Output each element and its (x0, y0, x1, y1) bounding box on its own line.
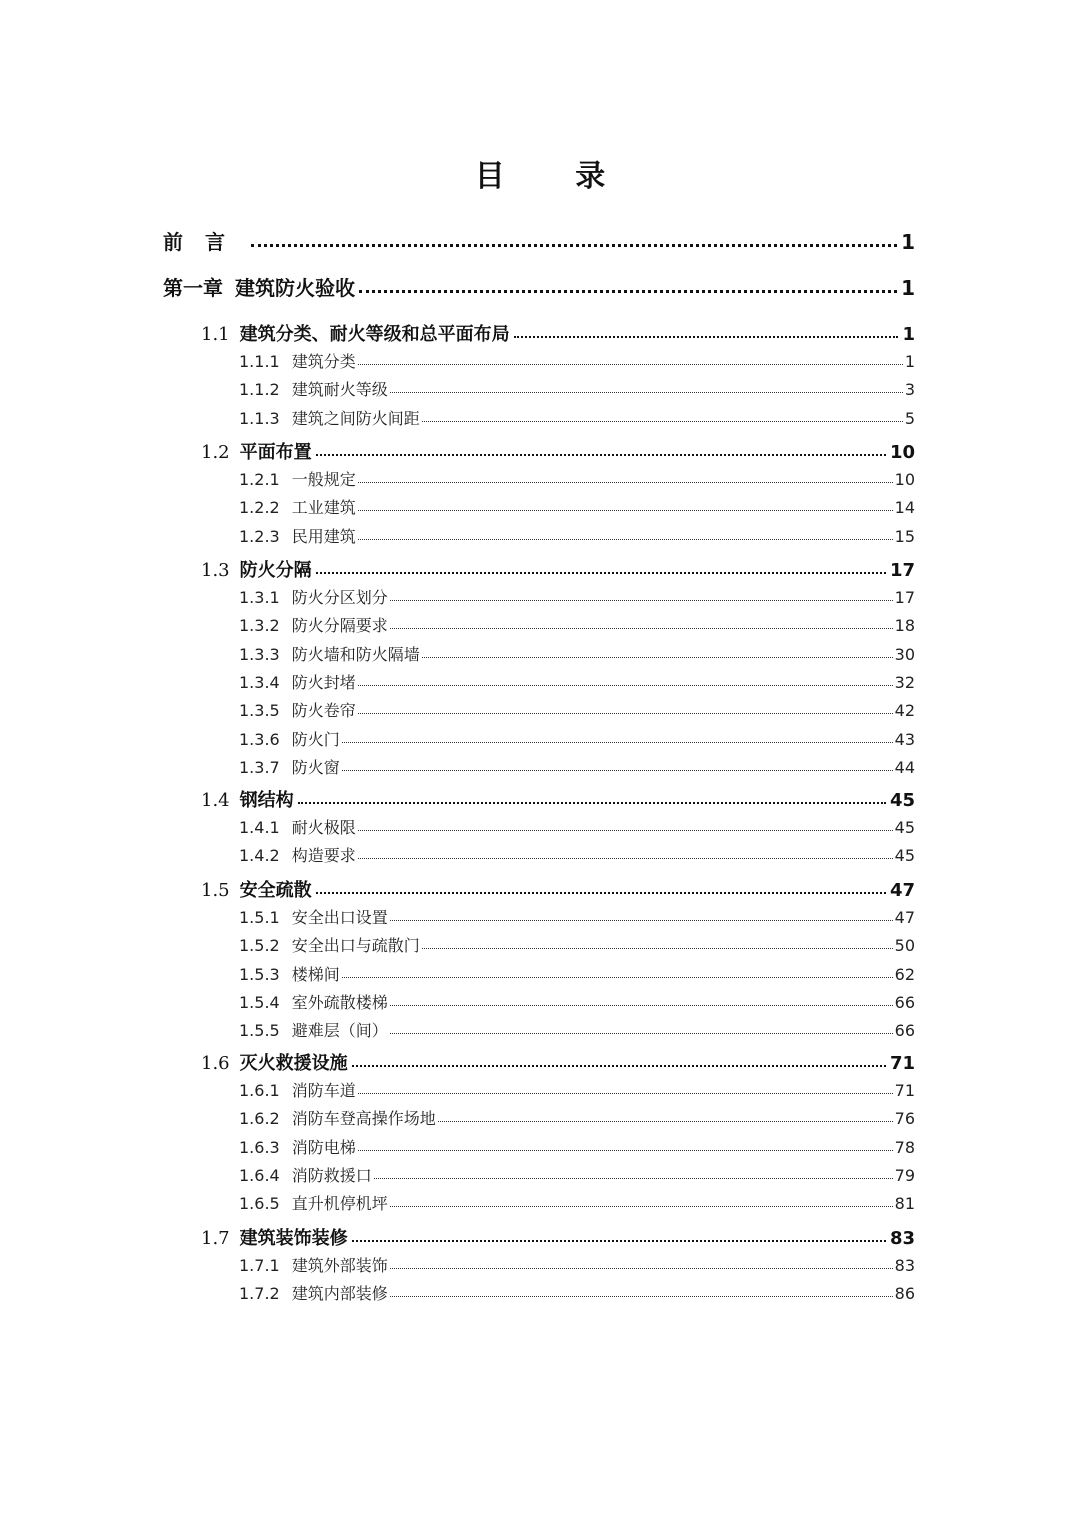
toc-page-number: 17 (894, 588, 915, 607)
toc-entry-section[interactable] (201, 556, 915, 582)
toc-entry-label: 建筑耐火等级 (291, 380, 388, 399)
toc-page-number: 1 (904, 352, 915, 371)
toc-entry-section[interactable] (201, 876, 915, 902)
toc-entry-subsection[interactable] (239, 377, 915, 400)
dot-leader (422, 408, 903, 424)
toc-entry-label: 安全出口与疏散门 (291, 936, 420, 955)
subsection-number: 1.5.2 (239, 936, 280, 955)
toc-entry-subsection[interactable] (239, 349, 915, 372)
toc-page-number: 45 (889, 790, 915, 811)
toc-page-number: 62 (894, 965, 915, 984)
subsection-number: 1.7.2 (239, 1284, 280, 1303)
toc-page-number: 17 (889, 560, 915, 581)
dot-leader (358, 700, 893, 716)
toc-page-number: 79 (894, 1166, 915, 1185)
toc-entry-label: 直升机停机坪 (291, 1194, 388, 1213)
dot-leader (358, 845, 893, 861)
dot-leader (342, 757, 893, 773)
section-number: 1.5 (201, 880, 230, 901)
toc-entry-subsection[interactable] (239, 990, 915, 1013)
toc-entry-label: 民用建筑 (291, 527, 356, 546)
dot-leader (390, 379, 903, 395)
toc-page-number: 1 (902, 324, 915, 345)
toc-entry-subsection[interactable] (239, 843, 915, 866)
toc-entry-label: 建筑分类 (291, 352, 356, 371)
dot-leader (390, 1193, 893, 1209)
toc-page-number: 81 (894, 1194, 915, 1213)
toc-entry-section[interactable] (201, 1224, 915, 1250)
subsection-number: 1.6.5 (239, 1194, 280, 1213)
dot-leader (390, 615, 893, 631)
toc-page-number: 47 (894, 908, 915, 927)
dot-leader (374, 1165, 893, 1181)
toc-page-number: 50 (894, 936, 915, 955)
toc-entry-subsection[interactable] (239, 1135, 915, 1158)
toc-entry-subsection[interactable] (239, 1281, 915, 1304)
subsection-number: 1.1.1 (239, 352, 280, 371)
toc-entry-label: 消防救援口 (291, 1166, 372, 1185)
toc-page-number: 1 (901, 276, 915, 300)
toc-entry-label: 避难层（间） (291, 1021, 388, 1040)
dot-leader (422, 935, 893, 951)
toc-entry-section[interactable] (201, 1049, 915, 1075)
toc-page-number: 83 (889, 1228, 915, 1249)
toc-entry-label: 建筑装饰装修 (239, 1228, 348, 1249)
toc-page-number: 45 (894, 846, 915, 865)
toc-page-number: 15 (894, 527, 915, 546)
dot-leader (438, 1108, 893, 1124)
section-number: 1.2 (201, 442, 230, 463)
dot-leader (316, 440, 886, 458)
toc-entry-label: 防火窗 (291, 758, 340, 777)
subsection-number: 1.6.4 (239, 1166, 280, 1185)
dot-leader (358, 351, 903, 367)
toc-entry-subsection[interactable] (239, 962, 915, 985)
dot-leader (358, 526, 893, 542)
toc-entry-subsection[interactable] (239, 670, 915, 693)
section-number: 1.4 (201, 790, 230, 811)
toc-entry-label: 消防电梯 (291, 1138, 356, 1157)
dot-leader (251, 229, 897, 249)
toc-entry-subsection[interactable] (239, 815, 915, 838)
toc-entry-label: 防火墙和防火隔墙 (291, 645, 420, 664)
toc-entry-label: 耐火极限 (291, 818, 356, 837)
dot-leader (358, 1137, 893, 1153)
dot-leader (390, 1020, 893, 1036)
subsection-number: 1.6.1 (239, 1081, 280, 1100)
dot-leader (390, 1283, 893, 1299)
subsection-number: 1.4.1 (239, 818, 280, 837)
subsection-number: 1.1.2 (239, 380, 280, 399)
chapter-number: 第一章 (163, 276, 223, 300)
toc-page-number: 42 (894, 701, 915, 720)
toc-entry-preface[interactable] (163, 226, 915, 255)
subsection-number: 1.3.2 (239, 616, 280, 635)
page-title: 目 录 (474, 159, 636, 194)
dot-leader (514, 322, 899, 340)
toc-entry-subsection[interactable] (239, 524, 915, 547)
toc-page-number: 3 (904, 380, 915, 399)
toc-entry-label: 建筑分类、耐火等级和总平面布局 (239, 324, 510, 345)
toc-entry-subsection[interactable] (239, 1106, 915, 1129)
subsection-number: 1.3.4 (239, 673, 280, 692)
toc-entry-label: 防火门 (291, 730, 340, 749)
toc-entry-label: 平面布置 (239, 442, 312, 463)
toc-entry-label: 防火封堵 (291, 673, 356, 692)
toc-entry-subsection[interactable] (239, 905, 915, 928)
toc-entry-label: 构造要求 (291, 846, 356, 865)
toc-page-number: 78 (894, 1138, 915, 1157)
dot-leader (352, 1226, 886, 1244)
toc-entry-label: 建筑外部装饰 (291, 1256, 388, 1275)
subsection-number: 1.7.1 (239, 1256, 280, 1275)
subsection-number: 1.2.1 (239, 470, 280, 489)
toc-entry-subsection[interactable] (239, 1163, 915, 1186)
subsection-number: 1.3.6 (239, 730, 280, 749)
toc-page-number: 83 (894, 1256, 915, 1275)
toc-entry-subsection[interactable] (239, 1078, 915, 1101)
toc-entry-subsection[interactable] (239, 406, 915, 429)
toc-entry-subsection[interactable] (239, 642, 915, 665)
dot-leader (316, 558, 886, 576)
toc-page-number: 44 (894, 758, 915, 777)
toc-page-number: 10 (894, 470, 915, 489)
section-number: 1.3 (201, 560, 230, 581)
toc-entry-subsection[interactable] (239, 1253, 915, 1276)
toc-entry-subsection[interactable] (239, 613, 915, 636)
toc-entry-label: 防火卷帘 (291, 701, 356, 720)
section-number: 1.1 (201, 324, 230, 345)
toc-entry-subsection[interactable] (239, 727, 915, 750)
section-number: 1.7 (201, 1228, 230, 1249)
toc-entry-subsection[interactable] (239, 585, 915, 608)
dot-leader (358, 497, 893, 513)
toc-entry-label: 建筑之间防火间距 (291, 409, 420, 428)
toc-page-number: 43 (894, 730, 915, 749)
toc-entry-label: 防火分隔要求 (291, 616, 388, 635)
toc-entry-label: 灭火救援设施 (239, 1053, 348, 1074)
toc-entry-label: 消防车道 (291, 1081, 356, 1100)
subsection-number: 1.2.2 (239, 498, 280, 517)
subsection-number: 1.6.3 (239, 1138, 280, 1157)
toc-page-number: 14 (894, 498, 915, 517)
dot-leader (316, 878, 886, 896)
toc-entry-label: 工业建筑 (291, 498, 356, 517)
dot-leader (358, 469, 893, 485)
dot-leader (342, 729, 893, 745)
toc-page-number: 66 (894, 1021, 915, 1040)
toc-entry-subsection[interactable] (239, 755, 915, 778)
subsection-number: 1.5.5 (239, 1021, 280, 1040)
dot-leader (390, 1255, 893, 1271)
toc-entry-label: 安全出口设置 (291, 908, 388, 927)
toc-entry-label: 楼梯间 (291, 965, 340, 984)
toc-entry-section[interactable] (201, 438, 915, 464)
subsection-number: 1.3.7 (239, 758, 280, 777)
subsection-number: 1.2.3 (239, 527, 280, 546)
dot-leader (422, 644, 893, 660)
dot-leader (358, 1080, 893, 1096)
toc-page-number: 5 (904, 409, 915, 428)
toc-entry-section[interactable] (201, 786, 915, 812)
toc-page-number: 86 (894, 1284, 915, 1303)
toc-page-number: 71 (894, 1081, 915, 1100)
toc-page-number: 30 (894, 645, 915, 664)
subsection-number: 1.1.3 (239, 409, 280, 428)
dot-leader (358, 672, 893, 688)
toc-page-number: 10 (889, 442, 915, 463)
toc-entry-label: 消防车登高操作场地 (291, 1109, 436, 1128)
section-number: 1.6 (201, 1053, 230, 1074)
dot-leader (352, 1051, 886, 1069)
dot-leader (358, 817, 893, 833)
toc-entry-subsection[interactable] (239, 698, 915, 721)
subsection-number: 1.4.2 (239, 846, 280, 865)
subsection-number: 1.3.1 (239, 588, 280, 607)
toc-page-number: 18 (894, 616, 915, 635)
dot-leader (298, 788, 886, 806)
subsection-number: 1.5.3 (239, 965, 280, 984)
dot-leader (359, 275, 897, 295)
toc-entry-subsection[interactable] (239, 933, 915, 956)
toc-page-number: 71 (889, 1053, 915, 1074)
subsection-number: 1.5.1 (239, 908, 280, 927)
toc-entry-subsection[interactable] (239, 495, 915, 518)
toc-entry-chapter[interactable] (163, 272, 915, 301)
toc-entry-subsection[interactable] (239, 1191, 915, 1214)
toc-entry-label: 钢结构 (239, 790, 294, 811)
toc-entry-label: 建筑防火验收 (235, 276, 355, 300)
toc-page-number: 66 (894, 993, 915, 1012)
toc-page-number: 32 (894, 673, 915, 692)
subsection-number: 1.3.5 (239, 701, 280, 720)
toc-entry-label: 安全疏散 (239, 880, 312, 901)
toc-entry-label: 防火分区划分 (291, 588, 388, 607)
toc-page-number: 76 (894, 1109, 915, 1128)
toc-entry-label: 建筑内部装修 (291, 1284, 388, 1303)
toc-entry-label: 防火分隔 (239, 560, 312, 581)
subsection-number: 1.3.3 (239, 645, 280, 664)
toc-entry-label: 前言 (163, 230, 247, 254)
toc-entry-label: 室外疏散楼梯 (291, 993, 388, 1012)
toc-page-number: 45 (894, 818, 915, 837)
dot-leader (342, 964, 893, 980)
toc-entry-section[interactable] (201, 320, 915, 346)
dot-leader (390, 907, 893, 923)
subsection-number: 1.6.2 (239, 1109, 280, 1128)
dot-leader (390, 992, 893, 1008)
toc-entry-label: 一般规定 (291, 470, 356, 489)
toc-page-number: 47 (889, 880, 915, 901)
toc-entry-subsection[interactable] (239, 467, 915, 490)
dot-leader (390, 587, 893, 603)
toc-page-number: 1 (901, 230, 915, 254)
subsection-number: 1.5.4 (239, 993, 280, 1012)
toc-entry-subsection[interactable] (239, 1018, 915, 1041)
